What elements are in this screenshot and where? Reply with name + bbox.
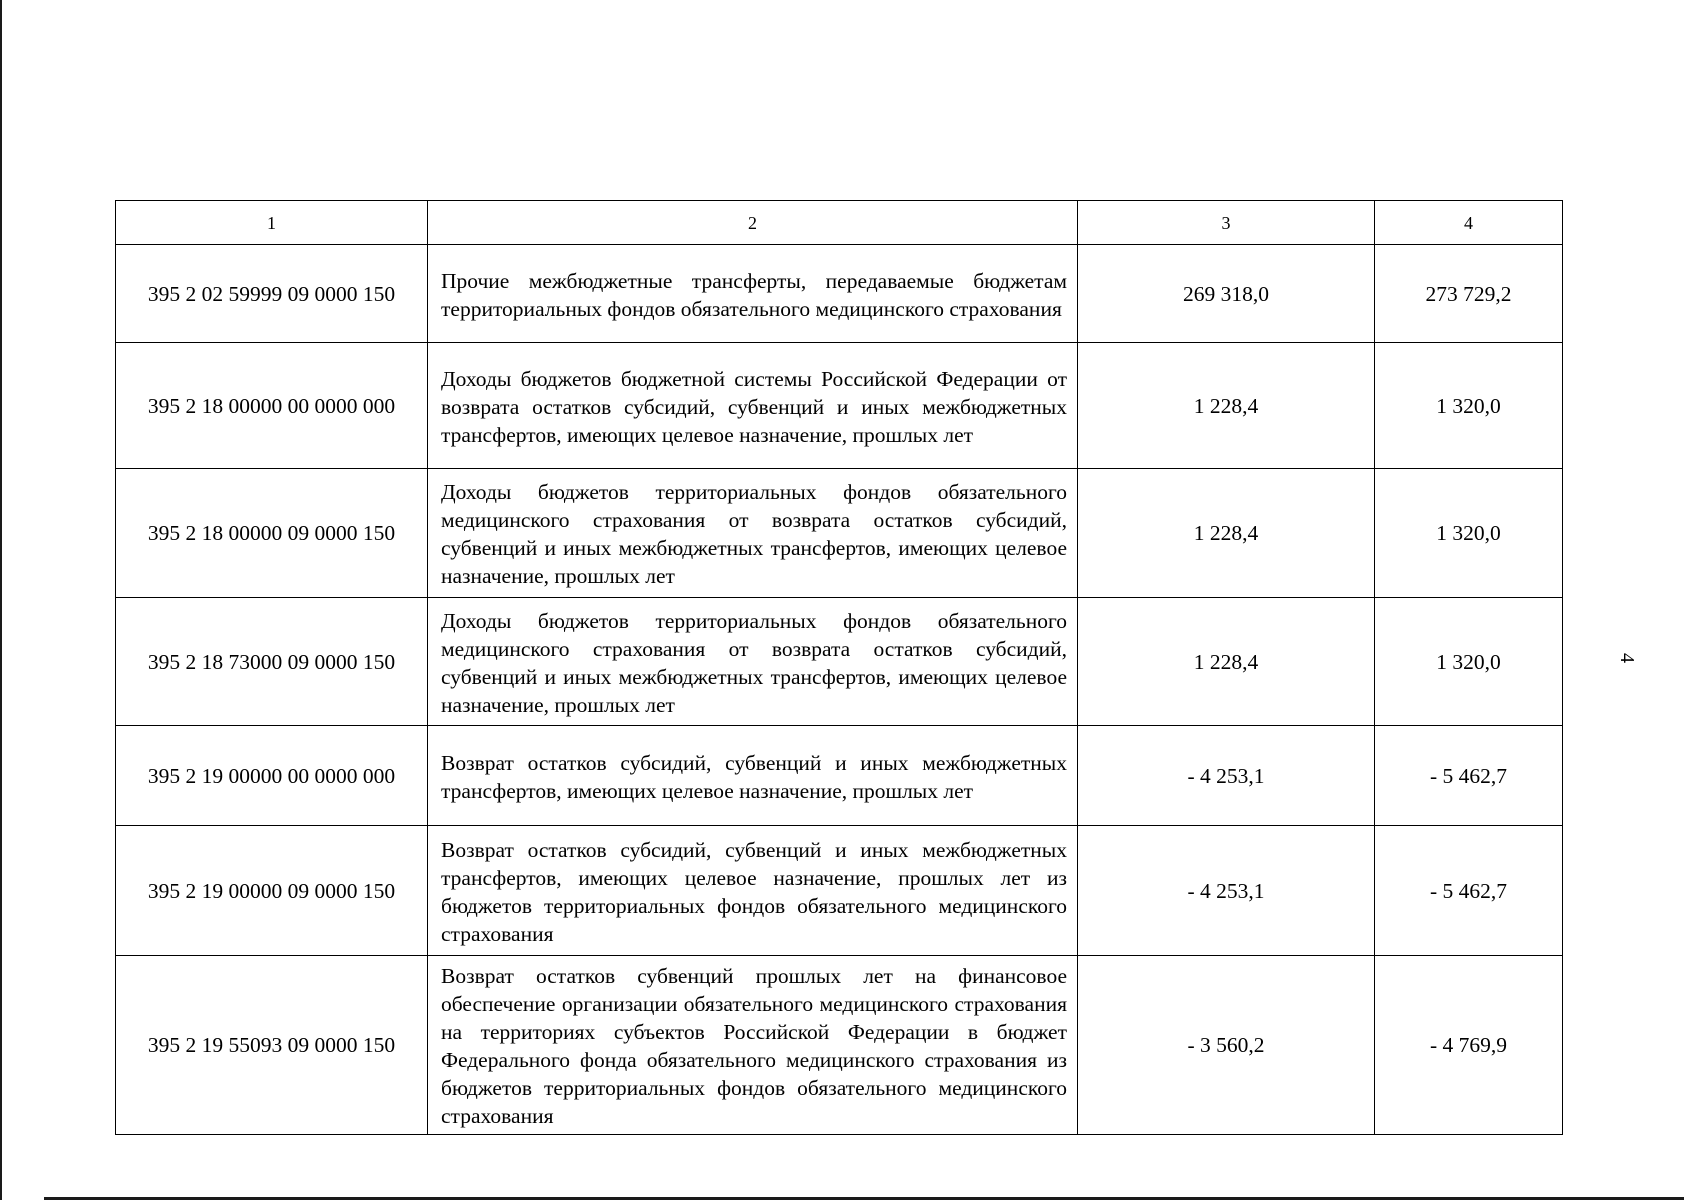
budget-code-cell: 395 2 18 00000 00 0000 000 (116, 343, 428, 469)
budget-revenue-table (115, 200, 1563, 1135)
table-row (116, 956, 1563, 1135)
budget-code-cell: 395 2 19 00000 09 0000 150 (116, 826, 428, 956)
value-col4-cell: 1 320,0 (1375, 343, 1563, 469)
table-header-row (116, 201, 1563, 245)
description-cell: Доходы бюджетов территориальных фондов обязательного медицинского страхования от возврата остатков субсидий, субвенций и иных межбюджетных трансфертов, имеющих целевое назначение, прошлых лет (428, 598, 1078, 726)
value-col3-cell: 269 318,0 (1078, 245, 1375, 343)
description-cell: Доходы бюджетов бюджетной системы Российской Федерации от возврата остатков субсидий, субвенций и иных межбюджетных трансфертов, имеющих целевое назначение, прошлых лет (428, 343, 1078, 469)
value-col4-cell: - 5 462,7 (1375, 726, 1563, 826)
description-cell: Прочие межбюджетные трансферты, передаваемые бюджетам территориальных фондов обязательного медицинского страхования (428, 245, 1078, 343)
budget-code-cell: 395 2 18 00000 09 0000 150 (116, 469, 428, 598)
budget-code-cell: 395 2 19 55093 09 0000 150 (116, 956, 428, 1135)
value-col4-cell: 1 320,0 (1375, 598, 1563, 726)
table-row (116, 245, 1563, 343)
value-col3-cell: 1 228,4 (1078, 598, 1375, 726)
value-col4-cell: - 4 769,9 (1375, 956, 1563, 1135)
value-col3-cell: - 4 253,1 (1078, 726, 1375, 826)
table-row (116, 469, 1563, 598)
value-col4-cell: - 5 462,7 (1375, 826, 1563, 956)
value-col4-cell: 273 729,2 (1375, 245, 1563, 343)
value-col3-cell: - 4 253,1 (1078, 826, 1375, 956)
scan-edge-left (0, 0, 2, 1200)
column-header-2: 2 (428, 201, 1078, 245)
value-col3-cell: - 3 560,2 (1078, 956, 1375, 1135)
budget-code-cell: 395 2 19 00000 00 0000 000 (116, 726, 428, 826)
budget-code-cell: 395 2 02 59999 09 0000 150 (116, 245, 428, 343)
value-col4-cell: 1 320,0 (1375, 469, 1563, 598)
description-cell: Возврат остатков субсидий, субвенций и иных межбюджетных трансфертов, имеющих целевое назначение, прошлых лет из бюджетов территориальных фондов обязательного медицинского страхования (428, 826, 1078, 956)
description-cell: Доходы бюджетов территориальных фондов обязательного медицинского страхования от возврата остатков субсидий, субвенций и иных межбюджетных трансфертов, имеющих целевое назначение, прошлых лет (428, 469, 1078, 598)
column-header-1: 1 (116, 201, 428, 245)
table-row (116, 726, 1563, 826)
budget-code-cell: 395 2 18 73000 09 0000 150 (116, 598, 428, 726)
table-row (116, 598, 1563, 726)
table-row (116, 826, 1563, 956)
value-col3-cell: 1 228,4 (1078, 343, 1375, 469)
table-row (116, 343, 1563, 469)
column-header-4: 4 (1375, 201, 1563, 245)
column-header-3: 3 (1078, 201, 1375, 245)
description-cell: Возврат остатков субсидий, субвенций и иных межбюджетных трансфертов, имеющих целевое назначение, прошлых лет (428, 726, 1078, 826)
value-col3-cell: 1 228,4 (1078, 469, 1375, 598)
description-cell: Возврат остатков субвенций прошлых лет на финансовое обеспечение организации обязательного медицинского страхования на территориях субъектов Российской Федерации в бюджет Федерального фонда обязательного медицинского страхования из бюджетов территориальных фондов обязательного медицинского страхования (428, 956, 1078, 1135)
page-number: 4 (1616, 653, 1638, 663)
